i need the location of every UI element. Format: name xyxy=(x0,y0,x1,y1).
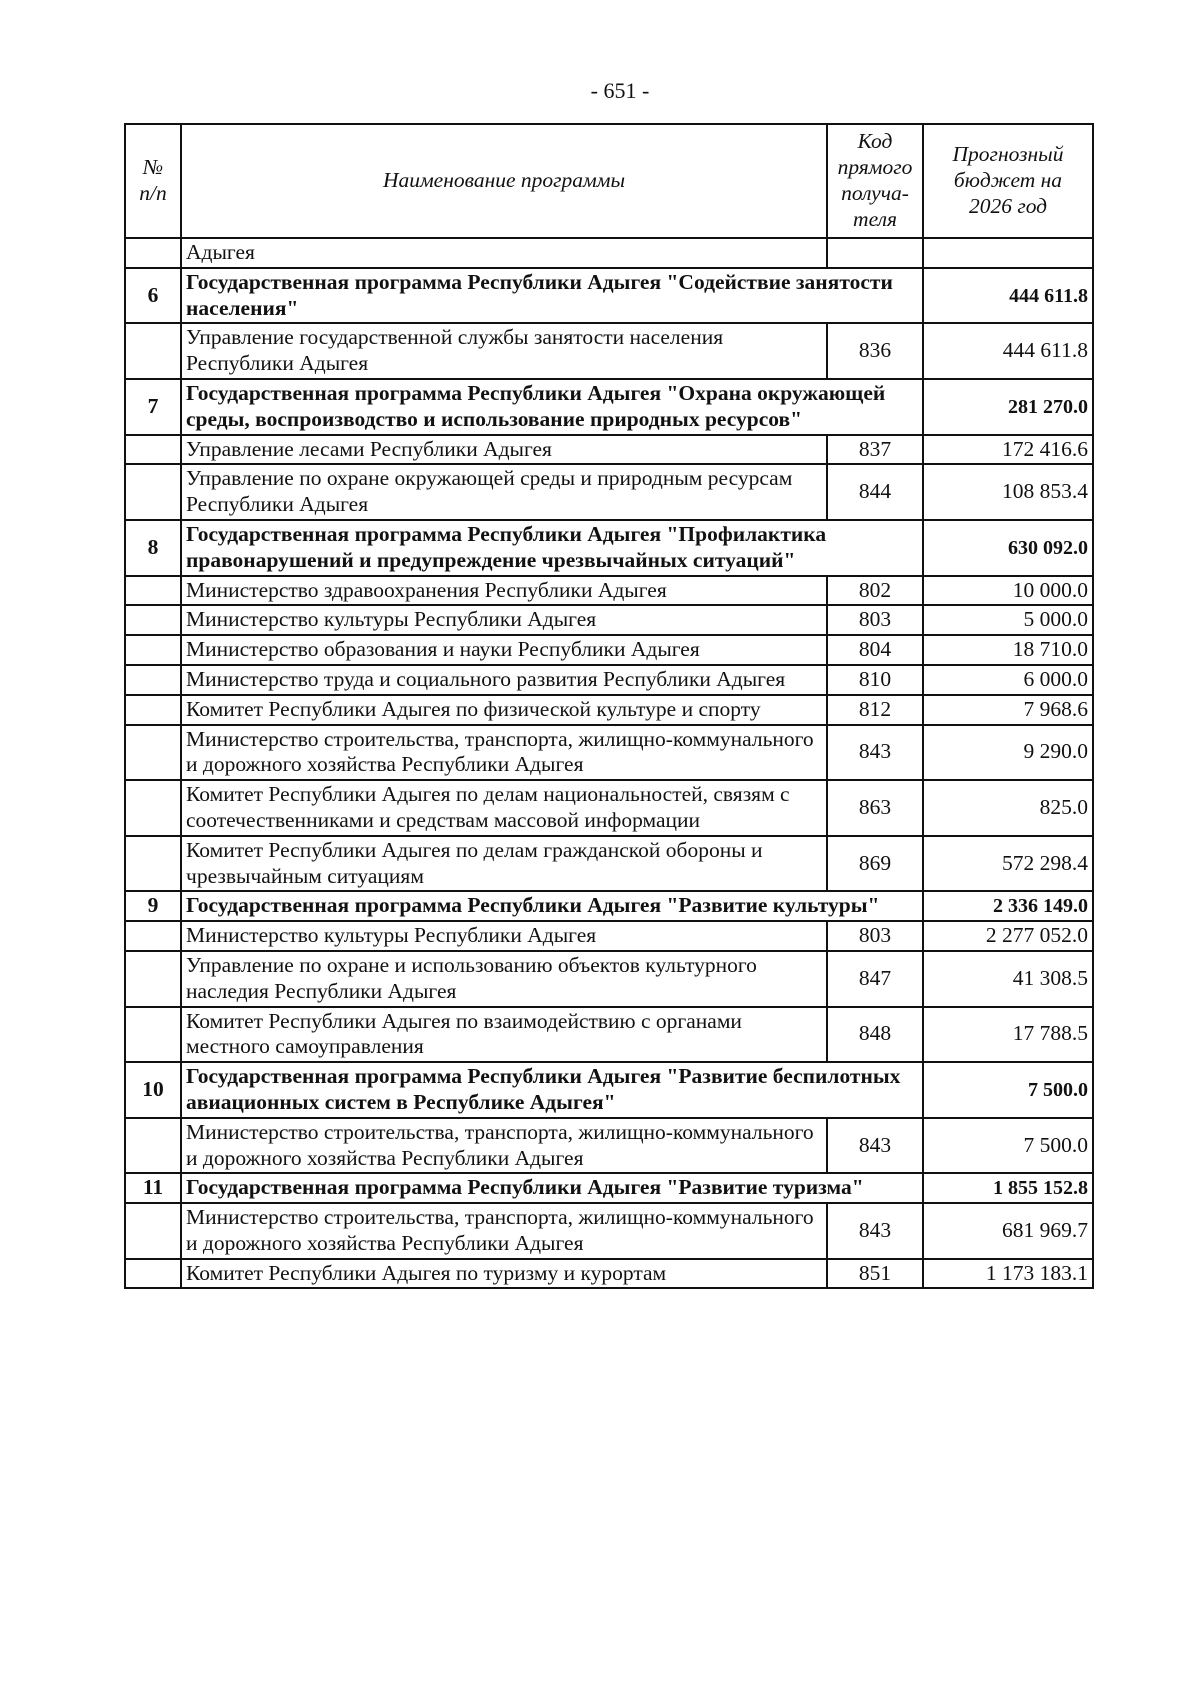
recipient-name: Министерство строительства, транспорта, жилищно-коммунального и дорожного хозяйства Республики Адыгея xyxy=(181,1203,827,1259)
recipient-name: Управление государственной службы занятости населения Республики Адыгея xyxy=(181,323,827,379)
budget-cell xyxy=(923,238,1093,268)
header-name: Наименование программы xyxy=(181,124,827,238)
recipient-row xyxy=(125,464,1093,520)
budget-cell: 41 308.5 xyxy=(923,951,1093,1007)
program-name: Государственная программа Республики Адыгея "Развитие беспилотных авиационных систем в Республике Адыгея" xyxy=(181,1062,923,1118)
code-cell: 804 xyxy=(827,635,923,665)
program-name: Государственная программа Республики Адыгея "Охрана окружающей среды, воспроизводство и использование природных ресурсов" xyxy=(181,379,923,435)
continuation-row xyxy=(125,238,1093,268)
num-cell: 9 xyxy=(125,891,181,921)
budget-cell: 18 710.0 xyxy=(923,635,1093,665)
code-cell: 869 xyxy=(827,836,923,892)
code-cell: 863 xyxy=(827,780,923,836)
budget-cell: 7 500.0 xyxy=(923,1062,1093,1118)
budget-cell: 17 788.5 xyxy=(923,1007,1093,1063)
recipient-row xyxy=(125,435,1093,465)
num-cell xyxy=(125,780,181,836)
code-cell: 810 xyxy=(827,665,923,695)
table-header-row xyxy=(125,124,1093,238)
header-budget: Прогнозный бюджет на 2026 год xyxy=(923,124,1093,238)
program-row xyxy=(125,379,1093,435)
budget-cell: 281 270.0 xyxy=(923,379,1093,435)
budget-cell: 2 336 149.0 xyxy=(923,891,1093,921)
budget-cell: 681 969.7 xyxy=(923,1203,1093,1259)
name-cell: Адыгея xyxy=(181,238,827,268)
num-cell xyxy=(125,576,181,606)
budget-cell: 572 298.4 xyxy=(923,836,1093,892)
budget-cell: 1 173 183.1 xyxy=(923,1259,1093,1289)
recipient-name: Министерство культуры Республики Адыгея xyxy=(181,605,827,635)
recipient-name: Министерство здравоохранения Республики Адыгея xyxy=(181,576,827,606)
recipient-row xyxy=(125,725,1093,781)
code-cell: 843 xyxy=(827,1118,923,1174)
recipient-row xyxy=(125,780,1093,836)
code-cell xyxy=(827,238,923,268)
program-name: Государственная программа Республики Адыгея "Развитие туризма" xyxy=(181,1173,923,1203)
program-row xyxy=(125,1173,1093,1203)
num-cell xyxy=(125,635,181,665)
num-cell xyxy=(125,1007,181,1063)
recipient-name: Комитет Республики Адыгея по делам национальностей, связям с соотечественниками и средствам массовой информации xyxy=(181,780,827,836)
num-cell xyxy=(125,725,181,781)
recipient-name: Комитет Республики Адыгея по взаимодействию с органами местного самоуправления xyxy=(181,1007,827,1063)
budget-cell: 7 500.0 xyxy=(923,1118,1093,1174)
code-cell: 847 xyxy=(827,951,923,1007)
num-cell xyxy=(125,665,181,695)
recipient-name: Управление лесами Республики Адыгея xyxy=(181,435,827,465)
budget-cell: 825.0 xyxy=(923,780,1093,836)
recipient-row xyxy=(125,323,1093,379)
recipient-name: Управление по охране окружающей среды и природным ресурсам Республики Адыгея xyxy=(181,464,827,520)
program-name: Государственная программа Республики Адыгея "Содействие занятости населения" xyxy=(181,268,923,324)
recipient-name: Министерство строительства, транспорта, жилищно-коммунального и дорожного хозяйства Республики Адыгея xyxy=(181,1118,827,1174)
budget-cell: 172 416.6 xyxy=(923,435,1093,465)
code-cell: 803 xyxy=(827,605,923,635)
num-cell xyxy=(125,695,181,725)
code-cell: 843 xyxy=(827,1203,923,1259)
recipient-name: Министерство культуры Республики Адыгея xyxy=(181,921,827,951)
budget-cell: 630 092.0 xyxy=(923,520,1093,576)
budget-cell: 10 000.0 xyxy=(923,576,1093,606)
recipient-name: Комитет Республики Адыгея по физической культуре и спорту xyxy=(181,695,827,725)
num-cell xyxy=(125,1259,181,1289)
header-num: № п/п xyxy=(125,124,181,238)
recipient-name: Управление по охране и использованию объектов культурного наследия Республики Адыгея xyxy=(181,951,827,1007)
code-cell: 812 xyxy=(827,695,923,725)
recipient-row xyxy=(125,1007,1093,1063)
code-cell: 848 xyxy=(827,1007,923,1063)
recipient-name: Комитет Республики Адыгея по туризму и курортам xyxy=(181,1259,827,1289)
recipient-row xyxy=(125,836,1093,892)
recipient-row xyxy=(125,921,1093,951)
num-cell xyxy=(125,951,181,1007)
num-cell: 8 xyxy=(125,520,181,576)
page-number: - 651 - xyxy=(590,78,650,103)
budget-cell: 5 000.0 xyxy=(923,605,1093,635)
program-row xyxy=(125,268,1093,324)
num-cell xyxy=(125,464,181,520)
program-row xyxy=(125,1062,1093,1118)
recipient-name: Министерство образования и науки Республики Адыгея xyxy=(181,635,827,665)
recipient-row xyxy=(125,635,1093,665)
budget-cell: 6 000.0 xyxy=(923,665,1093,695)
num-cell xyxy=(125,836,181,892)
header-code: Код прямого получа- теля xyxy=(827,124,923,238)
num-cell: 6 xyxy=(125,268,181,324)
recipient-row xyxy=(125,1203,1093,1259)
program-name: Государственная программа Республики Адыгея "Профилактика правонарушений и предупреждение чрезвычайных ситуаций" xyxy=(181,520,923,576)
budget-cell: 1 855 152.8 xyxy=(923,1173,1093,1203)
num-cell xyxy=(125,1203,181,1259)
recipient-name: Комитет Республики Адыгея по делам гражданской обороны и чрезвычайным ситуациям xyxy=(181,836,827,892)
code-cell: 802 xyxy=(827,576,923,606)
budget-cell: 9 290.0 xyxy=(923,725,1093,781)
recipient-row xyxy=(125,576,1093,606)
program-name: Государственная программа Республики Адыгея "Развитие культуры" xyxy=(181,891,923,921)
num-cell xyxy=(125,323,181,379)
code-cell: 803 xyxy=(827,921,923,951)
recipient-row xyxy=(125,605,1093,635)
table-body xyxy=(125,238,1093,1288)
num-cell xyxy=(125,435,181,465)
recipient-row xyxy=(125,1259,1093,1289)
recipient-name: Министерство труда и социального развития Республики Адыгея xyxy=(181,665,827,695)
recipient-row xyxy=(125,665,1093,695)
num-cell: 11 xyxy=(125,1173,181,1203)
code-cell: 851 xyxy=(827,1259,923,1289)
budget-cell: 108 853.4 xyxy=(923,464,1093,520)
recipient-row xyxy=(125,951,1093,1007)
code-cell: 836 xyxy=(827,323,923,379)
num-cell: 10 xyxy=(125,1062,181,1118)
code-cell: 843 xyxy=(827,725,923,781)
recipient-row xyxy=(125,695,1093,725)
code-cell: 837 xyxy=(827,435,923,465)
program-row xyxy=(125,891,1093,921)
num-cell xyxy=(125,605,181,635)
num-cell: 7 xyxy=(125,379,181,435)
budget-cell: 444 611.8 xyxy=(923,268,1093,324)
num-cell xyxy=(125,238,181,268)
num-cell xyxy=(125,1118,181,1174)
code-cell: 844 xyxy=(827,464,923,520)
recipient-row xyxy=(125,1118,1093,1174)
recipient-name: Министерство строительства, транспорта, жилищно-коммунального и дорожного хозяйства Республики Адыгея xyxy=(181,725,827,781)
budget-table xyxy=(124,123,1094,1289)
num-cell xyxy=(125,921,181,951)
budget-cell: 444 611.8 xyxy=(923,323,1093,379)
program-row xyxy=(125,520,1093,576)
budget-cell: 2 277 052.0 xyxy=(923,921,1093,951)
budget-cell: 7 968.6 xyxy=(923,695,1093,725)
